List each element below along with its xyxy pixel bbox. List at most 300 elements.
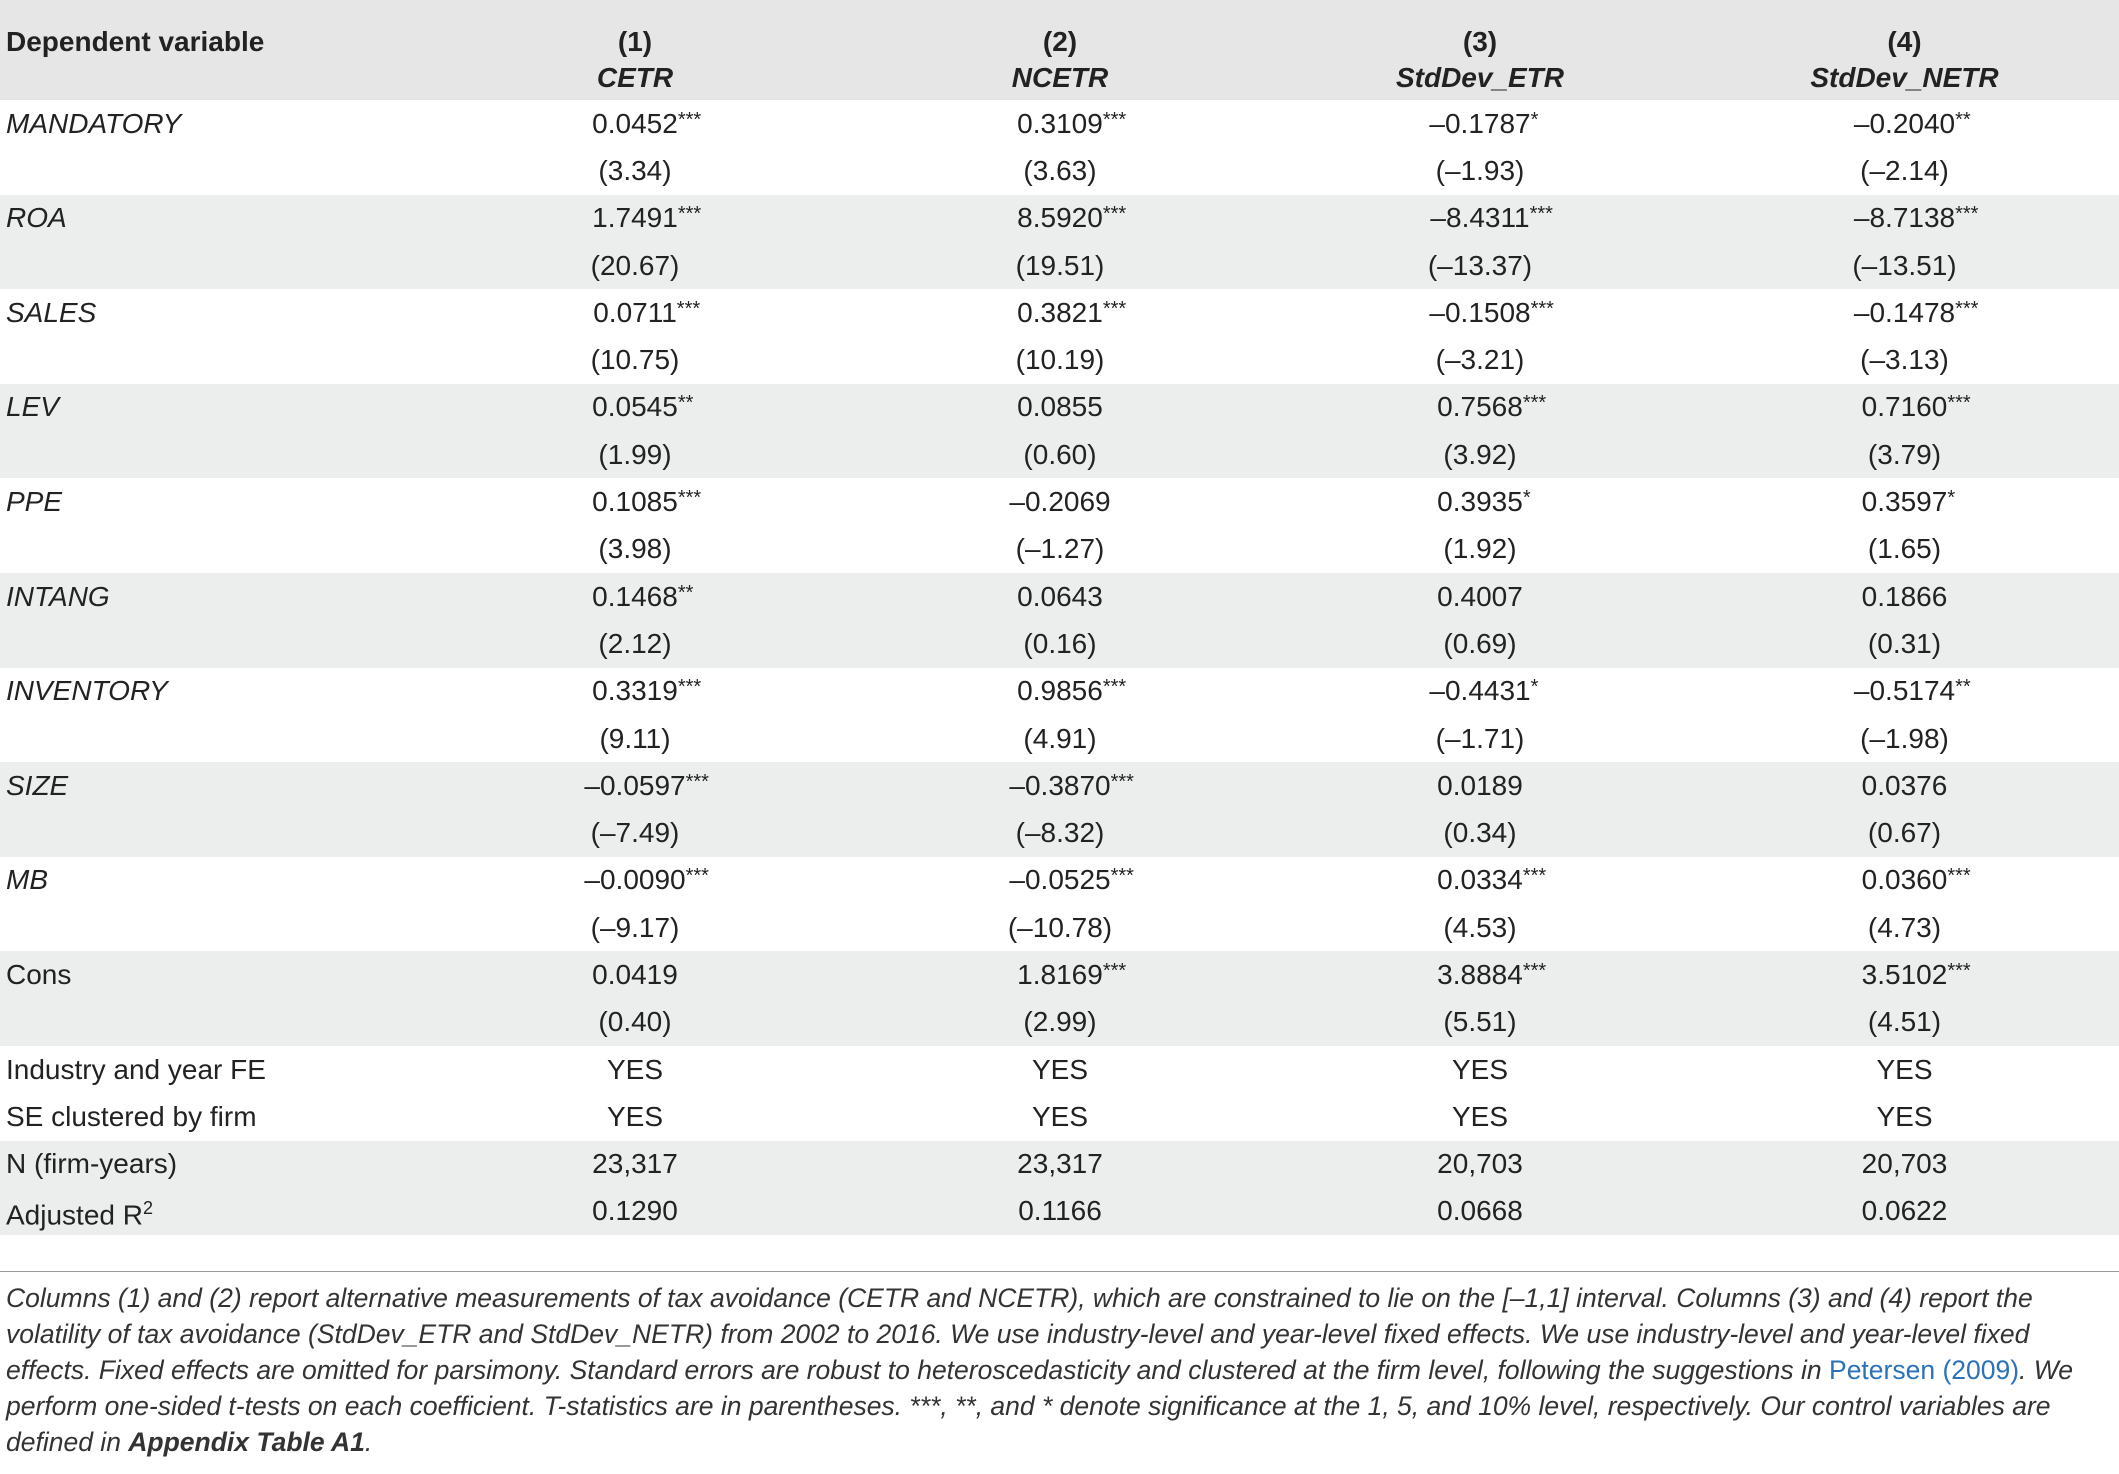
header-col-2 <box>850 0 1270 100</box>
cell-content <box>1008 913 1112 943</box>
significance-stars: *** <box>685 770 709 793</box>
cell-content <box>1437 1196 1523 1226</box>
cell-content <box>1861 958 1971 990</box>
significance-stars: ** <box>677 581 694 604</box>
significance-stars: *** <box>1522 865 1547 888</box>
table-cell <box>1270 242 1690 289</box>
footnote-citation-link[interactable]: Petersen (2009) <box>1829 1355 2020 1385</box>
cell-content <box>1861 864 1971 896</box>
cell-content <box>1436 724 1525 754</box>
cell-content <box>591 345 680 375</box>
table-cell <box>1690 904 2119 951</box>
cell-value: (19.51) <box>1015 249 1105 281</box>
table-bottom-rule <box>0 1271 2119 1272</box>
table-cell <box>1690 242 2119 289</box>
cell-value: (–3.21) <box>1435 344 1525 376</box>
cell-content <box>1009 769 1134 801</box>
table-cell <box>1270 1188 1690 1235</box>
table-cell <box>1270 715 1690 762</box>
cell-value: 0.3935 <box>1437 486 1523 518</box>
cell-value: YES <box>1876 1053 1933 1085</box>
table-cell <box>1690 384 2119 431</box>
cell-value: –0.0597 <box>584 769 686 801</box>
table-cell <box>1270 431 1690 478</box>
cell-content <box>1437 486 1531 518</box>
cell-content <box>591 913 680 943</box>
cell-value: –0.1478 <box>1853 296 1956 328</box>
significance-stars: *** <box>1530 297 1554 320</box>
cell-content <box>598 534 671 564</box>
table-cell <box>420 384 850 431</box>
cell-value: (–9.17) <box>590 911 680 943</box>
table-cell <box>850 951 1270 998</box>
row-label <box>0 384 420 431</box>
row-label <box>0 620 420 667</box>
table-row <box>0 289 2119 336</box>
table-cell <box>1690 431 2119 478</box>
table-cell <box>850 904 1270 951</box>
cell-value: YES <box>1451 1100 1509 1132</box>
cell-value: 0.0622 <box>1861 1195 1948 1227</box>
cell-content <box>1443 1007 1516 1037</box>
cell-content <box>1017 1149 1103 1179</box>
cell-value: YES <box>1876 1100 1933 1132</box>
row-label-text: SALES <box>6 296 97 328</box>
header-col-3-name: StdDev_ETR <box>1395 62 1565 93</box>
row-label-text: SE clustered by firm <box>6 1100 257 1132</box>
cell-content <box>607 1055 663 1085</box>
footnote-text-3: . <box>364 1427 373 1457</box>
table-footnote <box>6 1280 2110 1460</box>
significance-stars: ** <box>677 392 694 415</box>
cell-content <box>1436 345 1525 375</box>
cell-content <box>1429 675 1539 707</box>
table-cell <box>420 620 850 667</box>
cell-content <box>1428 251 1532 281</box>
row-label <box>0 1188 420 1235</box>
row-label-text: SIZE <box>6 769 69 801</box>
table-cell <box>1270 762 1690 809</box>
cell-content <box>1853 675 1971 707</box>
header-col-1-num: (1) <box>617 26 653 57</box>
cell-value: 0.0643 <box>1017 580 1103 612</box>
table-row <box>0 242 2119 289</box>
cell-content <box>1017 392 1103 422</box>
cell-value: 0.1866 <box>1861 580 1948 612</box>
cell-value: 0.0668 <box>1437 1195 1523 1227</box>
table-row <box>0 904 2119 951</box>
cell-value: 0.4007 <box>1437 580 1523 612</box>
cell-content <box>592 486 702 518</box>
significance-stars: *** <box>1522 959 1547 982</box>
row-label-text: Adjusted R <box>6 1199 143 1231</box>
significance-stars: *** <box>685 865 709 888</box>
cell-content <box>1430 202 1553 234</box>
table-cell <box>420 762 850 809</box>
cell-value: (–1.93) <box>1435 154 1525 186</box>
table-row <box>0 857 2119 904</box>
cell-content <box>1437 864 1547 896</box>
cell-content <box>1017 958 1127 990</box>
cell-value: (–1.71) <box>1435 722 1525 754</box>
cell-content <box>1023 156 1096 186</box>
cell-content <box>1862 771 1948 801</box>
cell-value: (–10.78) <box>1007 911 1113 943</box>
cell-value: YES <box>606 1100 664 1132</box>
table-cell <box>850 242 1270 289</box>
footnote-appendix-ref: Appendix Table A1 <box>128 1427 365 1457</box>
table-cell <box>850 762 1270 809</box>
table-header-row <box>0 0 2119 100</box>
cell-content <box>1009 864 1134 896</box>
cell-value: (5.51) <box>1443 1006 1517 1038</box>
row-label <box>0 478 420 525</box>
table-cell <box>1270 100 1690 147</box>
cell-content <box>584 769 709 801</box>
table-cell <box>1270 336 1690 383</box>
cell-value: (–3.13) <box>1860 344 1949 376</box>
table-cell <box>850 1046 1270 1093</box>
cell-value: –0.5174 <box>1853 675 1956 707</box>
table-row <box>0 100 2119 147</box>
table-cell <box>1270 999 1690 1046</box>
significance-stars: *** <box>1110 865 1134 888</box>
header-dependent-variable: Dependent variable <box>6 26 265 57</box>
table-cell <box>850 715 1270 762</box>
cell-value: 3.8884 <box>1437 958 1523 990</box>
table-row <box>0 195 2119 242</box>
cell-content <box>1861 391 1971 423</box>
header-col-2-num: (2) <box>1042 26 1078 57</box>
header-col-4-num: (4) <box>1887 26 1922 57</box>
table-body <box>0 100 2119 1235</box>
table-cell <box>420 195 850 242</box>
cell-content <box>1429 107 1539 139</box>
table-cell <box>850 857 1270 904</box>
table-cell <box>1270 809 1690 856</box>
table-row <box>0 1046 2119 1093</box>
table-cell <box>420 336 850 383</box>
significance-stars: *** <box>1955 297 1979 320</box>
table-cell <box>420 573 850 620</box>
table-cell <box>1690 857 2119 904</box>
table-row <box>0 336 2119 383</box>
cell-value: 0.0334 <box>1437 864 1523 896</box>
cell-value: YES <box>1031 1053 1089 1085</box>
row-label <box>0 1046 420 1093</box>
row-label-text: ROA <box>6 202 67 234</box>
table-row <box>0 526 2119 573</box>
cell-value: 0.0545 <box>592 391 678 423</box>
table-cell <box>1690 809 2119 856</box>
table-cell <box>850 999 1270 1046</box>
cell-value: 0.0855 <box>1017 391 1103 423</box>
significance-stars: *** <box>1947 392 1971 415</box>
cell-content <box>1016 345 1105 375</box>
table-cell <box>1270 478 1690 525</box>
table-cell <box>850 195 1270 242</box>
table-row <box>0 951 2119 998</box>
cell-value: 0.3319 <box>592 675 678 707</box>
table-cell <box>850 573 1270 620</box>
cell-value: 0.0360 <box>1861 864 1948 896</box>
cell-value: 23,317 <box>592 1148 678 1180</box>
cell-value: (4.91) <box>1023 722 1097 754</box>
cell-value: 20,703 <box>1437 1148 1523 1180</box>
row-label-superscript: 2 <box>142 1197 153 1218</box>
cell-value: –0.2069 <box>1009 486 1111 518</box>
cell-content <box>593 296 701 328</box>
cell-value: –0.1508 <box>1429 296 1531 328</box>
table-cell <box>420 526 850 573</box>
cell-content <box>592 675 702 707</box>
cell-content <box>1443 440 1516 470</box>
significance-stars: *** <box>1102 297 1127 320</box>
cell-content <box>1868 534 1941 564</box>
cell-value: (20.67) <box>590 249 680 281</box>
cell-value: (0.31) <box>1867 627 1942 659</box>
significance-stars: *** <box>677 108 702 131</box>
table-cell <box>420 431 850 478</box>
cell-value: 0.1468 <box>592 580 678 612</box>
table-cell <box>850 620 1270 667</box>
table-cell <box>1690 1188 2119 1235</box>
cell-value: (–1.27) <box>1015 533 1105 565</box>
row-label-text: PPE <box>6 486 63 518</box>
table-cell <box>1270 147 1690 194</box>
cell-value: 23,317 <box>1017 1148 1103 1180</box>
cell-content <box>1862 1196 1948 1226</box>
cell-value: (0.16) <box>1023 627 1097 659</box>
cell-value: –8.7138 <box>1853 202 1956 234</box>
table-cell <box>1690 526 2119 573</box>
cell-content <box>1023 629 1096 659</box>
cell-content <box>1016 251 1105 281</box>
cell-content <box>1861 486 1956 518</box>
cell-value: 0.0711 <box>593 296 677 328</box>
table-cell <box>420 242 850 289</box>
cell-content <box>1868 629 1941 659</box>
row-label-text: N (firm-years) <box>6 1148 178 1180</box>
table-cell <box>850 336 1270 383</box>
cell-value: (4.73) <box>1867 911 1942 943</box>
row-label <box>0 431 420 478</box>
table-cell <box>420 478 850 525</box>
cell-content <box>1443 629 1516 659</box>
table-cell <box>1270 289 1690 336</box>
significance-stars: * <box>1530 108 1539 131</box>
significance-stars: *** <box>1522 392 1547 415</box>
cell-content <box>592 107 702 139</box>
cell-value: (3.79) <box>1867 438 1942 470</box>
table-cell <box>850 1141 1270 1188</box>
cell-content <box>592 1196 678 1226</box>
cell-value: (2.99) <box>1023 1006 1097 1038</box>
cell-value: (3.63) <box>1023 154 1097 186</box>
cell-value: 0.7568 <box>1437 391 1523 423</box>
cell-content <box>1860 345 1949 375</box>
cell-value: 1.8169 <box>1017 958 1103 990</box>
cell-content <box>1853 107 1971 139</box>
table-cell <box>1270 1046 1690 1093</box>
table-row <box>0 147 2119 194</box>
table-cell <box>1690 336 2119 383</box>
cell-content <box>1018 1196 1102 1226</box>
cell-value: (3.92) <box>1443 438 1517 470</box>
significance-stars: * <box>1522 487 1531 510</box>
cell-value: (3.34) <box>598 154 672 186</box>
significance-stars: *** <box>1947 865 1971 888</box>
cell-content <box>592 391 694 423</box>
cell-content <box>1023 440 1096 470</box>
cell-value: 0.1085 <box>592 486 678 518</box>
cell-value: (0.67) <box>1867 817 1942 849</box>
cell-content <box>1009 487 1110 517</box>
table-cell <box>1690 100 2119 147</box>
table-cell <box>420 100 850 147</box>
table-cell <box>420 1046 850 1093</box>
cell-content <box>1860 724 1949 754</box>
cell-content <box>1443 818 1516 848</box>
cell-content <box>1017 582 1103 612</box>
table-cell <box>1270 951 1690 998</box>
cell-content <box>1017 202 1127 234</box>
cell-content <box>1853 202 1979 234</box>
significance-stars: *** <box>1102 959 1127 982</box>
cell-content <box>1876 1055 1932 1085</box>
cell-content <box>1868 1007 1941 1037</box>
table-cell <box>420 289 850 336</box>
cell-content <box>1443 913 1516 943</box>
table-row <box>0 715 2119 762</box>
row-label <box>0 762 420 809</box>
footnote-text-1: Columns (1) and (2) report alternative measurements of tax avoidance (CETR and NCETR), which are constrained to lie on the [–1,1] interval. Columns (3) and (4) report the volatility of tax avoidance (StdDev_ETR and StdDev_NETR) from 2002 to 2016. We use industry-level and year-level fixed effects. We use industry-level and year-level fixed effects. Fixed effects are omitted for parsimony. Standard errors are robust to heteroscedasticity and clustered at the firm level, following the suggestions in <box>6 1283 2033 1385</box>
cell-content <box>1437 771 1523 801</box>
row-label <box>0 715 420 762</box>
cell-content <box>1017 107 1127 139</box>
table-cell <box>1690 195 2119 242</box>
cell-content <box>1016 818 1105 848</box>
table-cell <box>1690 715 2119 762</box>
cell-content <box>591 818 680 848</box>
table-row <box>0 573 2119 620</box>
table-cell <box>1270 384 1690 431</box>
table-cell <box>850 289 1270 336</box>
table-cell <box>1690 668 2119 715</box>
cell-value: (1.65) <box>1867 533 1942 565</box>
row-label <box>0 336 420 383</box>
cell-content <box>1437 958 1547 990</box>
cell-value: 3.5102 <box>1861 958 1948 990</box>
cell-value: (3.98) <box>598 533 672 565</box>
row-label <box>0 1141 420 1188</box>
cell-value: 0.3109 <box>1017 107 1103 139</box>
table-cell <box>1270 526 1690 573</box>
cell-value: –0.2040 <box>1853 107 1956 139</box>
row-label <box>0 147 420 194</box>
table-row <box>0 668 2119 715</box>
cell-content <box>1429 296 1554 328</box>
cell-value: (0.34) <box>1443 817 1517 849</box>
cell-content <box>1437 391 1547 423</box>
cell-content <box>1437 1149 1523 1179</box>
significance-stars: *** <box>1947 959 1971 982</box>
cell-content <box>1868 440 1941 470</box>
cell-content <box>598 629 671 659</box>
table-row <box>0 762 2119 809</box>
cell-content <box>1443 534 1516 564</box>
header-col-1-name: CETR <box>596 62 674 93</box>
significance-stars: ** <box>1955 676 1971 699</box>
table-cell <box>420 951 850 998</box>
row-label <box>0 242 420 289</box>
table-cell <box>1690 478 2119 525</box>
cell-value: (–2.14) <box>1860 154 1949 186</box>
cell-content <box>592 960 678 990</box>
cell-value: 0.7160 <box>1861 391 1948 423</box>
cell-content <box>1023 1007 1096 1037</box>
cell-value: –0.4431 <box>1429 675 1531 707</box>
cell-content <box>584 864 709 896</box>
cell-content <box>1032 1102 1088 1132</box>
cell-content <box>1853 296 1979 328</box>
cell-content <box>1023 724 1096 754</box>
table-cell <box>850 526 1270 573</box>
row-label-text: INTANG <box>6 580 110 612</box>
significance-stars: * <box>1530 676 1539 699</box>
cell-value: –0.1787 <box>1429 107 1531 139</box>
cell-content <box>1437 582 1523 612</box>
table-cell <box>1690 147 2119 194</box>
cell-content <box>592 1149 678 1179</box>
table-cell <box>1690 620 2119 667</box>
table-cell <box>850 431 1270 478</box>
cell-value: –8.4311 <box>1430 202 1530 234</box>
table-cell <box>420 1141 850 1188</box>
cell-content <box>1016 534 1105 564</box>
cell-value: 0.9856 <box>1017 675 1103 707</box>
table-cell <box>1270 195 1690 242</box>
significance-stars: *** <box>677 203 702 226</box>
table-cell <box>1270 1093 1690 1140</box>
table-row <box>0 1141 2119 1188</box>
cell-content <box>592 202 702 234</box>
table-cell <box>850 809 1270 856</box>
cell-value: (–7.49) <box>590 817 680 849</box>
cell-value: (–1.98) <box>1860 722 1949 754</box>
significance-stars: *** <box>1102 676 1127 699</box>
row-label-text: Cons <box>6 958 72 990</box>
cell-value: (1.92) <box>1443 533 1517 565</box>
table-cell <box>850 478 1270 525</box>
cell-value: 0.0189 <box>1437 769 1523 801</box>
table-cell <box>1690 573 2119 620</box>
row-label <box>0 289 420 336</box>
table-row <box>0 431 2119 478</box>
table-cell <box>1270 857 1690 904</box>
cell-value: 20,703 <box>1861 1148 1948 1180</box>
header-col-4-name: StdDev_NETR <box>1810 62 1999 93</box>
cell-value: (0.40) <box>598 1006 672 1038</box>
cell-content <box>592 580 694 612</box>
significance-stars: *** <box>1955 203 1979 226</box>
table-cell <box>1690 1093 2119 1140</box>
table-cell <box>1690 762 2119 809</box>
footnote-text-2: . We perform one-sided t-tests on each coefficient. T-statistics are in parentheses. ***, **, and * denote significance at the 1, 5, and 10% level, respectively. Our control variables are defined in <box>6 1355 2074 1457</box>
row-label <box>0 195 420 242</box>
cell-value: 0.0376 <box>1861 769 1948 801</box>
cell-value: –0.0525 <box>1009 864 1111 896</box>
